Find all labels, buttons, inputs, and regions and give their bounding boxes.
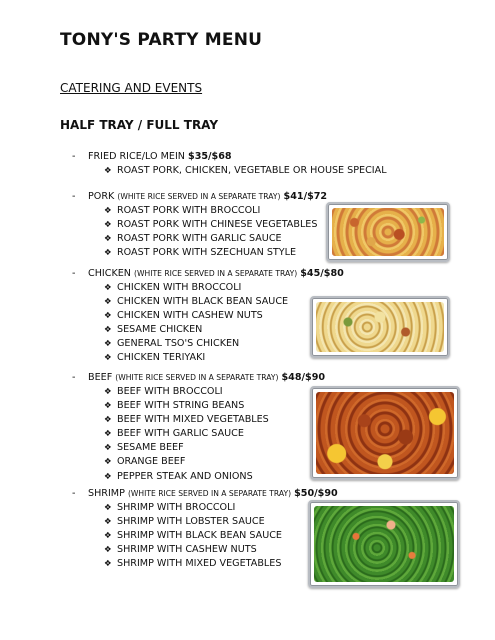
item-label: SHRIMP WITH MIXED VEGETABLES [117,558,282,570]
item-label: SHRIMP WITH CASHEW NUTS [117,544,257,556]
diamond-bullet-icon: ❖ [104,401,112,412]
item-list [104,204,317,260]
item-label: BEEF WITH GARLIC SAUCE [117,428,244,440]
diamond-bullet-icon: ❖ [104,559,112,570]
item-label: ROAST PORK WITH BROCCOLI [117,205,261,216]
diamond-bullet-icon: ❖ [104,206,112,216]
diamond-bullet-icon: ❖ [104,297,112,308]
list-item [104,515,282,529]
diamond-bullet-icon: ❖ [104,531,112,542]
section-name: BEEF [88,372,113,383]
diamond-bullet-icon: ❖ [104,457,112,468]
item-label: CHICKEN TERIYAKI [117,352,206,364]
item-label: SESAME CHICKEN [117,324,203,336]
diamond-bullet-icon: ❖ [104,517,112,528]
list-item [104,441,269,455]
item-label: CHICKEN WITH BROCCOLI [117,282,242,293]
section-name: SHRIMP [88,488,125,499]
item-label: SHRIMP WITH BLACK BEAN SAUCE [117,530,282,542]
list-item [104,470,269,484]
section-price: $45/$80 [300,268,344,279]
diamond-bullet-icon: ❖ [104,311,112,322]
section-price: $50/$90 [294,488,338,499]
section-note: (WHITE RICE SERVED IN A SEPARATE TRAY) [115,373,279,382]
list-item [104,351,288,365]
section-price: $35/$68 [188,151,232,162]
diamond-bullet-icon: ❖ [104,443,112,454]
list-item [104,501,282,515]
section-note: (WHITE RICE SERVED IN A SEPARATE TRAY) [134,269,298,278]
pork-tray-photo [326,202,450,262]
section-name: PORK [88,191,115,202]
shrimp-tray-photo [308,500,460,588]
section-note: (WHITE RICE SERVED IN A SEPARATE TRAY) [127,489,292,498]
list-item [104,204,317,218]
pork-food-image [332,208,444,256]
item-label: SHRIMP WITH BROCCOLI [117,502,236,513]
diamond-bullet-icon: ❖ [104,248,112,259]
dash-marker: - [72,488,76,499]
page-title: TONY'S PARTY MENU [60,30,263,50]
item-label: BEEF WITH MIXED VEGETABLES [117,414,269,426]
list-item [104,295,288,309]
diamond-bullet-icon: ❖ [104,325,112,336]
list-item [104,543,282,557]
list-item [104,529,282,543]
beef-food-image [316,392,454,474]
section-name: CHICKEN [88,268,131,279]
chicken-tray-photo [310,296,450,358]
item-label: GENERAL TSO'S CHICKEN [117,338,240,350]
diamond-bullet-icon: ❖ [104,353,112,364]
dash-marker: - [72,151,76,162]
list-item [104,413,269,427]
list-item [104,232,317,246]
item-label: ROAST PORK WITH SZECHUAN STYLE [117,247,297,259]
item-label: BEEF WITH BROCCOLI [117,386,223,397]
chicken-food-image [316,302,444,352]
section-title [72,372,325,384]
diamond-bullet-icon: ❖ [104,220,112,231]
diamond-bullet-icon: ❖ [104,339,112,350]
item-label: ROAST PORK WITH GARLIC SAUCE [117,233,282,245]
diamond-bullet-icon: ❖ [104,166,112,176]
tray-size-heading: HALF TRAY / FULL TRAY [60,118,219,132]
section-title [72,151,232,163]
list-item [104,246,317,260]
catering-subtitle: CATERING AND EVENTS [60,81,203,95]
list-item [104,455,269,469]
diamond-bullet-icon: ❖ [104,471,112,482]
diamond-bullet-icon: ❖ [104,545,112,556]
dash-marker: - [72,372,76,383]
item-list [104,385,269,484]
item-label: SESAME BEEF [117,442,184,454]
section-title [72,488,338,500]
diamond-bullet-icon: ❖ [104,283,112,293]
item-label: ROAST PORK WITH CHINESE VEGETABLES [117,219,318,231]
item-label: BEEF WITH STRING BEANS [117,400,245,412]
item-label: ORANGE BEEF [117,456,186,468]
dash-marker: - [72,268,76,279]
list-item [104,427,269,441]
list-item [104,281,288,295]
list-item [104,557,282,571]
item-label: PEPPER STEAK AND ONIONS [117,470,253,482]
list-item [104,337,288,351]
beef-tray-photo [310,386,460,480]
list-item [104,399,269,413]
item-label: CHICKEN WITH BLACK BEAN SAUCE [117,296,289,308]
shrimp-food-image [314,506,454,582]
diamond-bullet-icon: ❖ [104,415,112,426]
item-list [104,281,288,366]
diamond-bullet-icon: ❖ [104,503,112,513]
list-item [104,218,317,232]
item-label: SHRIMP WITH LOBSTER SAUCE [117,516,265,528]
list-item [104,164,387,178]
section-price: $41/$72 [283,191,328,202]
diamond-bullet-icon: ❖ [104,387,112,397]
section-title [72,268,344,280]
section-name: FRIED RICE/LO MEIN [88,151,185,162]
list-item [104,385,269,399]
item-label: ROAST PORK, CHICKEN, VEGETABLE OR HOUSE SPECIAL [117,165,387,176]
diamond-bullet-icon: ❖ [104,429,112,440]
section-title [72,191,327,203]
diamond-bullet-icon: ❖ [104,234,112,245]
section-price: $48/$90 [281,372,326,383]
section-note: (WHITE RICE SERVED IN A SEPARATE TRAY) [117,192,281,201]
item-list [104,501,282,571]
item-list [104,164,387,178]
list-item [104,323,288,337]
dash-marker: - [72,191,76,202]
list-item [104,309,288,323]
item-label: CHICKEN WITH CASHEW NUTS [117,310,263,322]
